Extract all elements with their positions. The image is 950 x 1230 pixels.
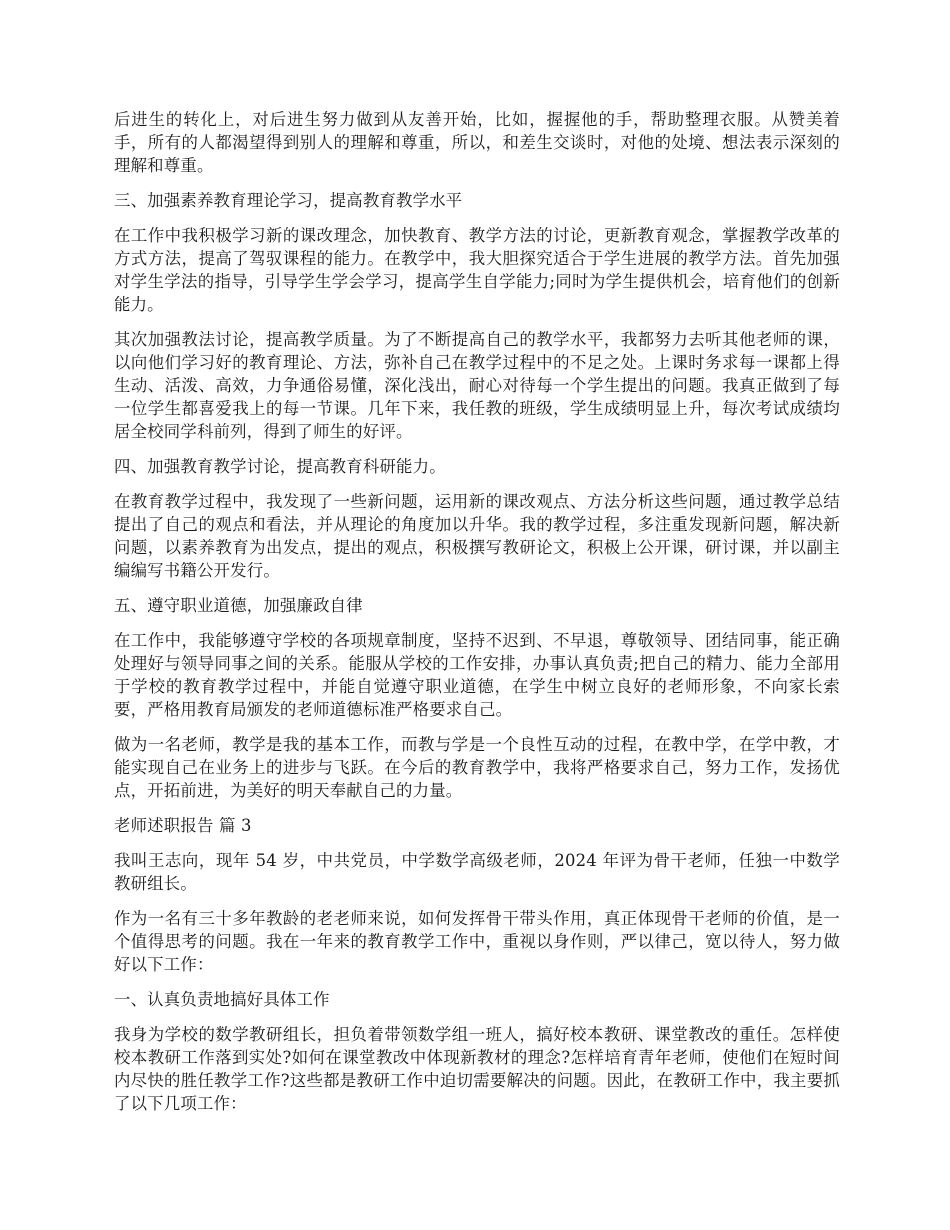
- paragraph-professional-ethics: 在工作中，我能够遵守学校的各项规章制度，坚持不迟到、不早退，尊敬领导、团结同事，能正确处理好与领导同事之间的关系。能服从学校的工作安排，办事认真负责;把自己的精力、能力全部用于学校的教育教学过程中，并能自觉遵守职业道德，在学生中树立良好的老师形象，不向家长索要，严格用教育局颁发的老师道德标准严格要求自己。: [114, 631, 840, 719]
- report-title-part-3: 老师述职报告 篇 3: [114, 816, 252, 835]
- paragraph-self-introduction: 我叫王志向，现年 54 岁，中共党员，中学数学高级老师，2024 年评为骨干老师，任独一中数学教研组长。: [114, 851, 840, 893]
- section-heading-1: 一、认真负责地搞好具体工作: [114, 990, 330, 1009]
- document-page: [114, 108, 840, 1127]
- paragraph-research: 在教育教学过程中，我发现了一些新问题，运用新的课改观点、方法分析这些问题，通过教学总结提出了自己的观点和看法，并从理论的角度加以升华。我的教学过程，多注重发现新问题，解决新问题，以素养教育为出发点，提出的观点，积极撰写教研论文，积极上公开课，研讨课，并以副主编编写书籍公开发行。: [114, 492, 840, 580]
- paragraph-curriculum-reform: 在工作中我积极学习新的课改理念，加快教育、教学方法的讨论，更新教育观念，掌握教学改革的方式方法，提高了驾驭课程的能力。在教学中，我大胆探究适合于学生进展的教学方法。首先加强对学生学法的指导，引导学生学会学习，提高学生自学能力;同时为学生提供机会，培育他们的创新能力。: [114, 226, 840, 314]
- paragraph-role-reflection: 作为一名有三十多年教龄的老老师来说，如何发挥骨干带头作用，真正体现骨干老师的价值，是一个值得思考的问题。我在一年来的教育教学工作中，重视以身作则，严以律己，宽以待人，努力做好以下工作：: [114, 909, 840, 974]
- paragraph-teaching-methods: 其次加强教法讨论，提高教学质量。为了不断提高自己的教学水平，我都努力去听其他老师的课，以向他们学习好的教育理论、方法，弥补自己在教学过程中的不足之处。上课时务求每一课都上得生动、活泼、高效，力争通俗易懂，深化浅出，耐心对待每一个学生提出的问题。我真正做到了每一位学生都喜爱我上的每一节课。几年下来，我任教的班级，学生成绩明显上升，每次考试成绩均居全校同学科前列，得到了师生的好评。: [114, 330, 840, 441]
- paragraph-research-group-leader: 我身为学校的数学教研组长，担负着带领数学组一班人，搞好校本教研、课堂教改的重任。怎样使校本教研工作落到实处?如何在课堂教改中体现新教材的理念?怎样培育青年老师，使他们在短时间内尽快的胜任教学工作?这些都是教研工作中迫切需要解决的问题。因此，在教研工作中，我主要抓了以下几项工作：: [114, 1025, 840, 1113]
- section-heading-3: 三、加强素养教育理论学习，提高教育教学水平: [114, 191, 463, 210]
- paragraph-conclusion: 做为一名老师，教学是我的基本工作，而教与学是一个良性互动的过程，在教中学，在学中教，才能实现自己在业务上的进步与飞跃。在今后的教育教学中，我将严格要求自己，努力工作，发扬优点，开拓前进，为美好的明天奉献自己的力量。: [114, 735, 840, 800]
- paragraph-transforming-struggling-students: 后进生的转化上，对后进生努力做到从友善开始，比如，握握他的手，帮助整理衣服。从赞美着手，所有的人都渴望得到别人的理解和尊重，所以，和差生交谈时，对他的处境、想法表示深刻的理解和尊重。: [114, 110, 840, 175]
- section-heading-5: 五、遵守职业道德，加强廉政自律: [114, 596, 363, 615]
- section-heading-4: 四、加强教育教学讨论，提高教育科研能力。: [114, 457, 446, 476]
